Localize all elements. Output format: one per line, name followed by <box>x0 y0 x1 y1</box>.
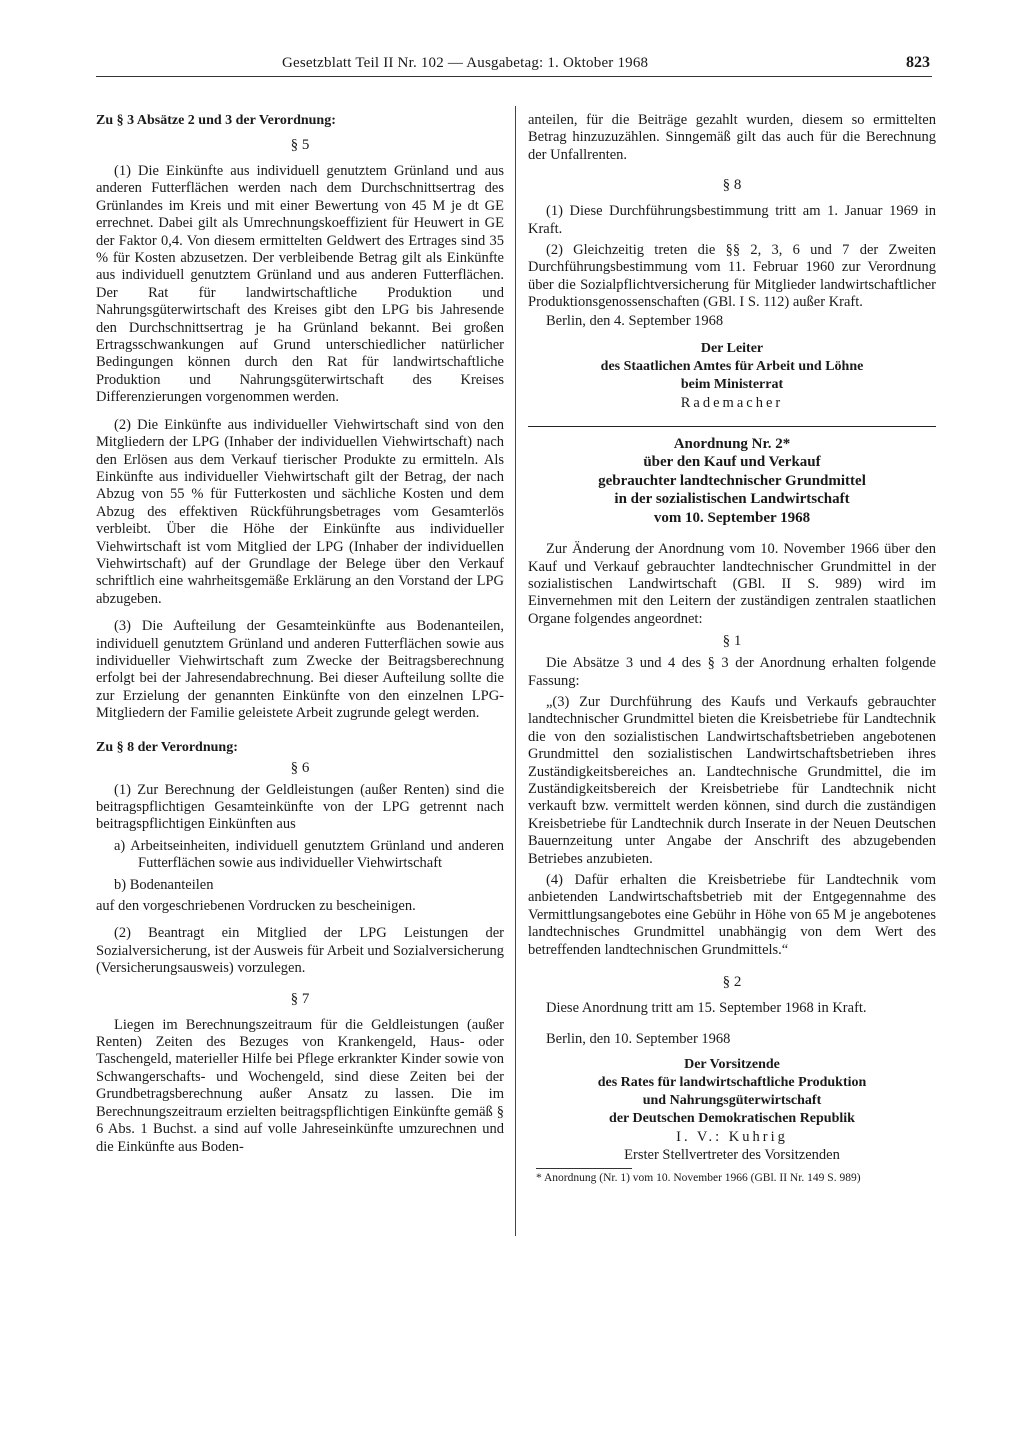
title-line: gebrauchter landtechnischer Grundmittel <box>598 472 866 489</box>
paragraph-text: (1) Die Einkünfte aus individuell genutztem Grünland und aus anderen Futterflächen werden nach dem Durchschnittsertrag des Grünlandes im Kreis und mit einer Bewertung von 45 M je dt GE errechnet. Dabei gilt als Umrechnungskoeffizient für Heuwert in GE der Faktor 0,4. Von diesem ermittelten Geldwert des Ertrages sind 35 % für Kosten abzusetzen. Der verbleibende Betrag gilt als Einkünfte aus individuell genutztem Grünland und aus anderen Futterflächen. Der Rat für landwirtschaftliche Produktion und Nahrungsgüterwirtschaft des Kreises gibt den LPG bis Jahresende den Durchschnittsertrag je ha Grünland bekannt. Bei großen Ertragsschwankungen auf Grund unterschiedlicher natürlicher Bedingungen können durch den Rat für landwirtschaftliche Produktion und Nahrungsgüterwirtschaft des Kreises Differenzierungen vorgenommen werden. <box>96 163 504 406</box>
page-header <box>96 52 932 77</box>
title-line: in der sozialistischen Landwirtschaft <box>614 491 850 508</box>
paragraph-text: auf den vorgeschriebenen Vordrucken zu bescheinigen. <box>96 898 416 915</box>
paragraph-text: (4) Dafür erhalten die Kreisbetriebe für Landtechnik vom anbietenden Landwirtschaftsbetrieb mit der Entgegennahme des Vermittlungsangebotes eine Gebühr in Höhe von 65 M je angebotenes landtechnisches Grundmittel unabhängig von dem Wert des betreffenden landtechnischen Grundmittels.“ <box>528 872 936 958</box>
signature-line: der Deutschen Demokratischen Republik <box>609 1110 855 1126</box>
signature-line: und Nahrungsgüterwirtschaft <box>642 1092 822 1108</box>
paragraph-text: Liegen im Berechnungszeitraum für die Geldleistungen (außer Renten) Zeiten des Bezuges von Krankengeld, Haus- oder Taschengeld, materieller Hilfe bei Pflege erkrankter Kinder sowie von Schwangerschafts- und Wochengeld, sind diese Zeiten bei der Grundbetragsberechnung außer Ansatz zu lassen. Die im Berechnungszeitraum erzielten beitragspflichtigen Einkünfte gemäß § 6 Abs. 1 Buchst. a sind auf volle Jahreseinkünfte umzurechnen und die Einkünfte aus Boden- <box>96 1016 504 1155</box>
signature-line: des Rates für landwirtschaftliche Produktion <box>597 1074 867 1090</box>
signature-line: Der Vorsitzende <box>684 1056 780 1072</box>
signing-date: Berlin, den 4. September 1968 <box>546 312 724 329</box>
paragraph-text: (3) Die Aufteilung der Gesamteinkünfte aus Bodenanteilen, individuell genutztem Grünland und anderen Futterflächen sowie aus individueller Viehwirtschaft zum Zwecke der Beitragsberechnung erfolgt bei der Jahresendabrechnung. Bei dieser Aufteilung sollte die zur Erzielung der genannten Einkünfte von den einzelnen LPG-Mitgliedern der Familie geleistete Arbeit zugrunde gelegt werden. <box>96 618 504 722</box>
signatory-name: Rademacher <box>680 394 784 411</box>
left-column <box>96 112 504 1156</box>
list-item: a) Arbeitseinheiten, individuell genutztem Grünland und anderen Futterflächen sowie aus individueller Viehwirtschaft <box>114 837 504 872</box>
paragraph-number: § 2 <box>722 974 742 991</box>
paragraph-text: Die Absätze 3 und 4 des § 3 der Anordnung erhalten folgende Fassung: <box>528 655 936 689</box>
signature-line: Der Leiter <box>700 340 764 356</box>
paragraph-text: Diese Anordnung tritt am 15. September 1968 in Kraft. <box>546 1000 867 1017</box>
section-heading: Zu § 3 Absätze 2 und 3 der Verordnung: <box>96 113 336 128</box>
paragraph-number: § 8 <box>722 177 742 194</box>
paragraph-text: anteilen, für die Beiträge gezahlt wurden, diesem so ermittelten Betrag hinzuzuzählen. Sinngemäß gilt das auch für die Berechnung der Unfallrenten. <box>528 112 936 163</box>
title-line: Anordnung Nr. 2* <box>673 435 791 452</box>
footnote-rule <box>536 1168 632 1169</box>
paragraph-text: (2) Gleichzeitig treten die §§ 2, 3, 6 und 7 der Zweiten Durchführungsbestimmung vom 11. Februar 1960 zur Verordnung über die Sozialpflichtversicherung für Mitglieder landwirtschaftlicher Produktionsgenossenschaften (GBl. I S. 112) außer Kraft. <box>528 242 936 311</box>
paragraph-text: (2) Beantragt ein Mitglied der LPG Leistungen der Sozialversicherung, ist der Ausweis für Arbeit und Sozialversicherung (Versicherungsausweis) vorzulegen. <box>96 925 504 977</box>
signatory-name: I. V.: Kuhrig <box>676 1128 788 1145</box>
signature-block <box>528 1056 936 1164</box>
signatory-role: Erster Stellvertreter des Vorsitzenden <box>624 1146 840 1163</box>
list-item: b) Bodenanteilen <box>114 876 214 893</box>
footnote: * Anordnung (Nr. 1) vom 10. November 1966 (GBl. II Nr. 149 S. 989) <box>536 1171 861 1184</box>
paragraph-number: § 5 <box>290 137 310 153</box>
enumeration-list <box>96 838 504 894</box>
page-number: 823 <box>906 54 930 71</box>
section-heading: Zu § 8 der Verordnung: <box>96 739 238 755</box>
signature-line: beim Ministerrat <box>680 376 784 392</box>
title-line: über den Kauf und Verkauf <box>643 454 821 471</box>
paragraph-text: (1) Zur Berechnung der Geldleistungen (außer Renten) sind die beitragspflichtigen Gesamteinkünfte von der LPG getrennt nach beitragspflichtigen Einkünften aus <box>96 781 504 833</box>
signing-date: Berlin, den 10. September 1968 <box>546 1030 731 1047</box>
running-title: Gesetzblatt Teil II Nr. 102 — Ausgabetag: 1. Oktober 1968 <box>282 55 649 71</box>
paragraph-text: Zur Änderung der Anordnung vom 10. November 1966 über den Kauf und Verkauf gebrauchter landtechnischer Grundmittel in der sozialistischen Landwirtschaft (GBl. II S. 989) wird im Einvernehmen mit den Leitern der zuständigen zentralen staatlichen Organe folgendes angeordnet: <box>528 541 936 627</box>
paragraph-text: (2) Die Einkünfte aus individueller Viehwirtschaft sind von den Mitgliedern der LPG (Inhaber der individuellen Viehwirtschaft) nach den Erlösen aus dem Verkauf tierischer Produkte zu ermitteln. Als Einkünfte aus individueller Viehwirtschaft gilt der Betrag, der nach Abzug von 55 % für Futterkosten und sächliche Kosten und dem Abzug des effektiven Rückführungsbetrages vom Gesamterlös verbleibt. Über die Höhe der Einkünfte aus individueller Viehwirtschaft ist vom Mitglied der LPG (Inhaber der individuellen Viehwirtschaft) auf der Grundlage der Belege über den Verkauf schriftlich eine wahrheitsgemäße Erklärung an den Vorstand der LPG abzugeben. <box>96 416 504 607</box>
signature-block <box>528 340 936 412</box>
signature-line: des Staatlichen Amtes für Arbeit und Löhne <box>600 358 864 374</box>
title-line: vom 10. September 1968 <box>653 509 811 526</box>
paragraph-text: (1) Diese Durchführungsbestimmung tritt am 1. Januar 1969 in Kraft. <box>528 203 936 237</box>
paragraph-number: § 1 <box>722 633 742 650</box>
paragraph-number: § 6 <box>290 759 310 776</box>
right-column <box>528 112 936 1185</box>
paragraph-number: § 7 <box>290 990 310 1007</box>
column-divider <box>515 106 516 1236</box>
paragraph-text: „(3) Zur Durchführung des Kaufs und Verkaufs gebrauchter landtechnischer Grundmittel bieten die Kreisbetriebe für Landtechnik die von den sozialistischen Landwirtschaftsbetrieben angebotenen Grundmittel den sozialistischen Landwirtschaftsbetrieben ihres Zuständigkeitsbereiches an. Landtechnische Grundmittel, die im Zuständigkeitsbereich der Kreisbetriebe für Landtechnik nicht verkauft bzw. vermittelt werden können, sind durch die zuständigen Kreisbetriebe für Landtechnik durch Inserate in der Neuen Deutschen Bauernzeitung unter Angabe der Anschrift des abzugebenden Betriebes anzubieten. <box>528 694 936 867</box>
order-title <box>528 435 936 528</box>
section-divider <box>528 426 936 427</box>
